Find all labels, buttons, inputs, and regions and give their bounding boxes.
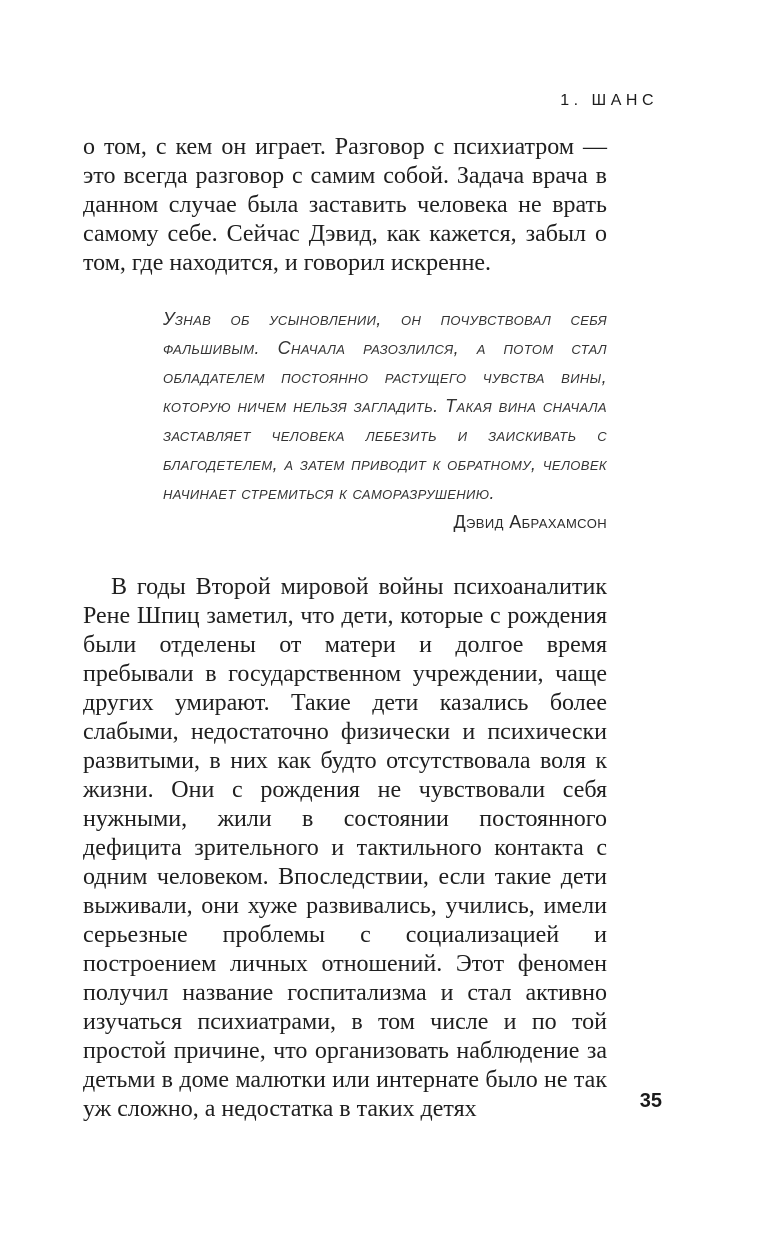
text-column: [83, 133, 607, 1124]
body-paragraph-continuation: о том, с кем он играет. Разговор с психиатром — это всегда разговор с самим собой. Задача врача в данном случае была заставить человека не врать самому себе. Сейчас Дэвид, как кажется, забыл о том, где находится, и говорил искренне.: [83, 134, 607, 276]
quote-text: Узнав об усыновлении, он почувствовал себя фальшивым. Сначала разозлился, а потом стал обладателем постоянно растущего чувства вины, которую ничем нельзя загладить. Такая вина сначала заставляет человека лебезить и заискивать с благодетелем, а затем приводит к обратному, человек начинает стремиться к саморазрушению.: [163, 309, 607, 503]
epigraph-quote: [163, 305, 607, 537]
quote-attribution: Дэвид Абрахамсон: [453, 512, 607, 532]
page-number: 35: [639, 1090, 662, 1112]
running-head: 1. ШАНС: [560, 92, 658, 109]
body-paragraph: В годы Второй мировой войны психоаналитик Рене Шпиц заметил, что дети, которые с рождения были отделены от матери и долгое время пребывали в государственном учреждении, чаще других умирают. Такие дети казались более слабыми, недостаточно физически и психически развитыми, в них как будто отсутствовала воля к жизни. Они с рождения не чувствовали себя нужными, жили в состоянии постоянного дефицита зрительного и тактильного контакта с одним человеком. Впоследствии, если такие дети выживали, они хуже развивались, учились, имели серьезные проблемы с социализацией и построением личных отношений. Этот феномен получил название госпитализма и стал активно изучаться психиатрами, в том числе и по той простой причине, что организовать наблюдение за детьми в доме малютки или интернате было не так уж сложно, а недостатка в таких детях: [83, 574, 607, 1122]
